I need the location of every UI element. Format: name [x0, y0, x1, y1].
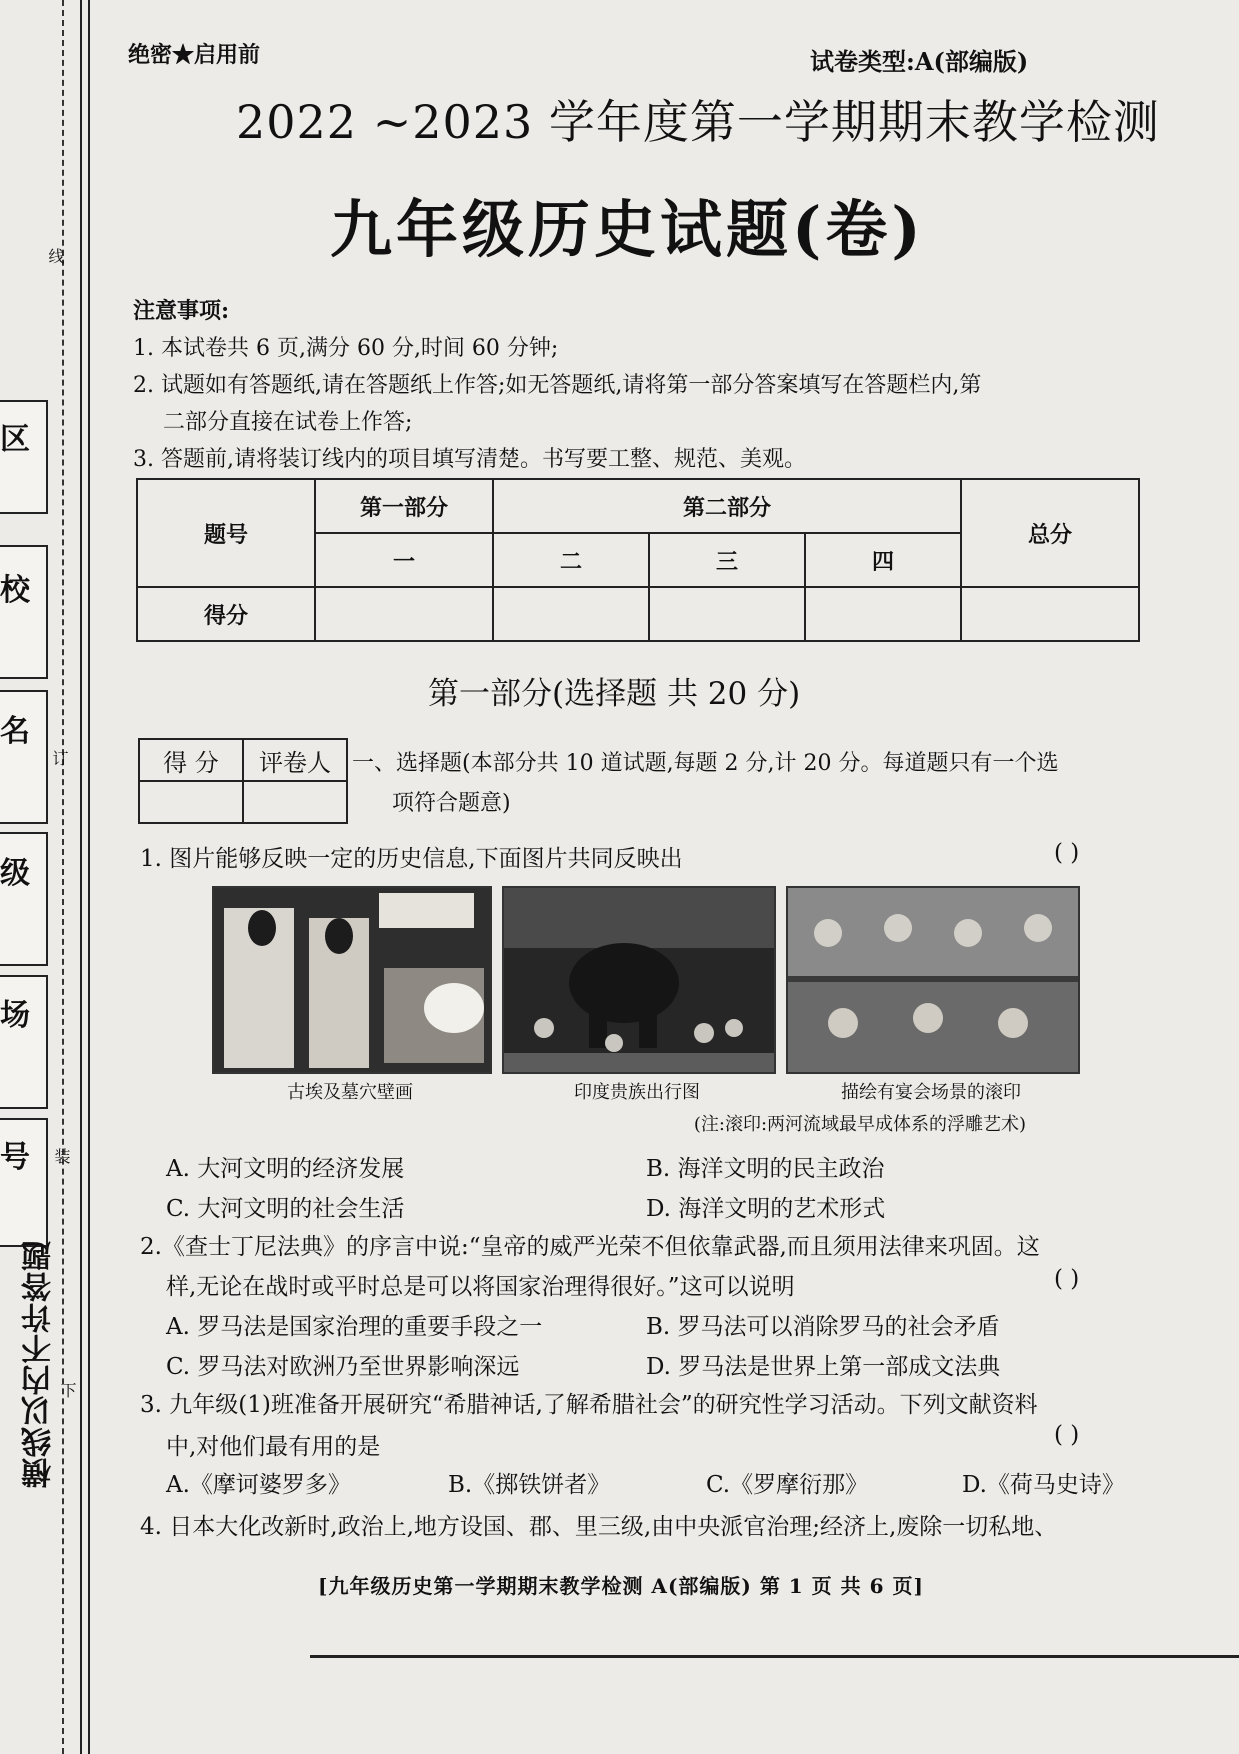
grader-reviewer-cell[interactable]	[243, 781, 347, 823]
score-col: 一	[315, 533, 493, 587]
option-c[interactable]: C. 大河文明的社会生活	[166, 1196, 405, 1222]
score-total-cell[interactable]	[961, 587, 1139, 641]
option-d[interactable]: D. 海洋文明的艺术形式	[646, 1196, 886, 1222]
margin-mark-bind: 装	[52, 1148, 71, 1164]
score-cell[interactable]	[649, 587, 805, 641]
binding-line-outer	[80, 0, 82, 1754]
option-b[interactable]: B. 海洋文明的民主政治	[646, 1156, 885, 1182]
question-1-stem: 1. 图片能够反映一定的历史信息,下面图片共同反映出	[140, 846, 683, 872]
exam-title: 2022 ~2023 学年度第一学期期末教学检测	[236, 95, 1160, 149]
part1-title: 第一部分(选择题 共 20 分)	[428, 676, 801, 712]
question-3-stem: 3. 九年级(1)班准备开展研究“希腊神话,了解希腊社会”的研究性学习活动。下列文献资料	[140, 1392, 1038, 1418]
grader-score-label: 得 分	[139, 739, 243, 781]
score-col: 四	[805, 533, 961, 587]
grader-box	[138, 738, 348, 824]
note-item: 3. 答题前,请将装订线内的项目填写清楚。书写要工整、规范、美观。	[133, 447, 806, 472]
exam-subtitle: 九年级历史试题(卷)	[330, 193, 925, 266]
section-intro-line: 一、选择题(本部分共 10 道试题,每题 2 分,计 20 分。每道题只有一个选	[352, 751, 1059, 776]
note-item: 2. 试题如有答题纸,请在答题纸上作答;如无答题纸,请将第一部分答案填写在答题栏内,第	[133, 373, 982, 398]
grader-reviewer-label: 评卷人	[243, 739, 347, 781]
bottom-rule	[310, 1655, 1239, 1658]
margin-mark-line: 线	[46, 248, 65, 264]
answer-paren[interactable]: ( )	[1054, 840, 1080, 866]
binding-label-number: 号	[0, 1140, 30, 1175]
answer-paren[interactable]: ( )	[1054, 1266, 1080, 1292]
section-intro	[352, 744, 1142, 824]
paper-type: 试卷类型:A(部编版)	[810, 47, 1029, 76]
notes	[133, 293, 1133, 478]
option-a[interactable]: A. 罗马法是国家治理的重要手段之一	[166, 1314, 543, 1340]
binding-label-district: 区	[0, 422, 30, 457]
page-footer: [九年级历史第一学期期末教学检测 A(部编版) 第 1 页 共 6 页]	[318, 1574, 924, 1598]
notes-heading: 注意事项:	[133, 298, 230, 324]
option-b[interactable]: B. 罗马法可以消除罗马的社会矛盾	[646, 1314, 1000, 1340]
note-item: 1. 本试卷共 6 页,满分 60 分,时间 60 分钟;	[133, 336, 559, 361]
question-2-stem: 2.《查士丁尼法典》的序言中说:“皇帝的威严光荣不但依靠武器,而且须用法律来巩固。这	[140, 1234, 1040, 1260]
confidential-label: 绝密★启用前	[128, 42, 261, 68]
image-caption: 描绘有宴会场景的滚印	[841, 1082, 1021, 1103]
note-item: 二部分直接在试卷上作答;	[163, 410, 413, 435]
image-caption: 印度贵族出行图	[574, 1082, 700, 1103]
score-row-score-label: 得分	[137, 587, 315, 641]
no-answer-warning: 横线以内不许答题	[22, 1240, 57, 1488]
score-part1-header: 第一部分	[315, 479, 493, 533]
score-table	[136, 478, 1140, 642]
question-4-stem: 4. 日本大化改新时,政治上,地方设国、郡、里三级,由中央派官治理;经济上,废除一切私地、	[140, 1514, 1058, 1540]
question-3-stem-cont: 中,对他们最有用的是	[166, 1434, 381, 1460]
answer-paren[interactable]: ( )	[1054, 1422, 1080, 1448]
binding-label-room: 场	[0, 998, 30, 1033]
binding-label-school: 校	[0, 573, 30, 608]
margin-mark-below: 下	[58, 1382, 77, 1398]
section-intro-line: 项符合题意)	[392, 791, 511, 816]
score-cell[interactable]	[315, 587, 493, 641]
option-d[interactable]: D. 罗马法是世界上第一部成文法典	[646, 1354, 1001, 1380]
score-cell[interactable]	[805, 587, 961, 641]
binding-label-class: 级	[0, 856, 30, 891]
binding-label-name: 名	[0, 714, 30, 749]
option-b[interactable]: B.《掷铁饼者》	[448, 1472, 611, 1498]
image-caption-note: (注:滚印:两河流域最早成体系的浮雕艺术)	[693, 1114, 1027, 1135]
score-row-label: 题号	[137, 479, 315, 587]
grader-score-cell[interactable]	[139, 781, 243, 823]
option-a[interactable]: A. 大河文明的经济发展	[166, 1156, 405, 1182]
option-c[interactable]: C.《罗摩衍那》	[706, 1472, 869, 1498]
score-cell[interactable]	[493, 587, 649, 641]
score-part2-header: 第二部分	[493, 479, 961, 533]
option-c[interactable]: C. 罗马法对欧洲乃至世界影响深远	[166, 1354, 520, 1380]
option-d[interactable]: D.《荷马史诗》	[962, 1472, 1125, 1498]
image-caption: 古埃及墓穴壁画	[287, 1082, 413, 1103]
option-a[interactable]: A.《摩诃婆罗多》	[166, 1472, 351, 1498]
score-col: 二	[493, 533, 649, 587]
cylinder-seal-banquet-image	[786, 886, 1080, 1074]
india-noble-procession-image	[502, 886, 776, 1074]
egypt-tomb-mural-image	[212, 886, 492, 1074]
binding-line-inner	[88, 0, 90, 1754]
margin-mark-staple: 订	[50, 750, 69, 766]
score-total-header: 总分	[961, 479, 1139, 587]
question-2-stem-cont: 样,无论在战时或平时总是可以将国家治理得很好。”这可以说明	[166, 1274, 795, 1300]
score-col: 三	[649, 533, 805, 587]
